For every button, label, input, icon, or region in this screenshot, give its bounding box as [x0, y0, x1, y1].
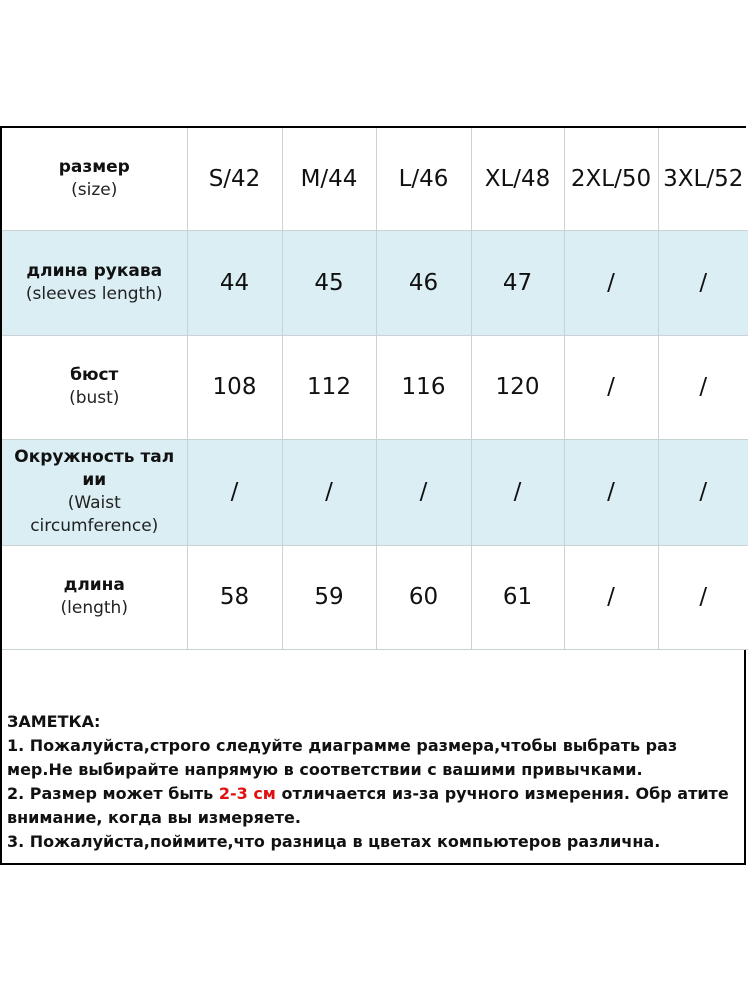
row-label-en: (Waist circumference) [30, 493, 159, 536]
row-label-en: (bust) [69, 388, 120, 408]
row-label-ru: бюст [70, 365, 119, 385]
size-chart-frame [0, 126, 746, 865]
row-label-ru: длина [63, 575, 125, 595]
header-label-en: (size) [71, 179, 118, 200]
table-row-waist [2, 439, 748, 545]
note-3: 3. Пожалуйста,поймите,что разница в цветах компьютеров различна. [7, 832, 661, 851]
table-cell: / [282, 439, 376, 545]
row-label-en: (sleeves length) [25, 283, 163, 304]
row-label-cell [2, 335, 187, 439]
header-label-ru: размер [58, 156, 130, 177]
table-row-length [2, 545, 748, 649]
size-table [2, 128, 748, 650]
table-cell: 59 [282, 545, 376, 649]
note-2-text-end: отличается из-за ручного измерения. Обр атите внимание, когда вы измеряете. [7, 784, 735, 827]
notes-title: ЗАМЕТКА: [7, 712, 101, 731]
table-cell: 47 [471, 230, 564, 335]
note-2 [7, 782, 743, 830]
size-header: 2XL/50 [564, 128, 658, 230]
size-header: XL/48 [471, 128, 564, 230]
table-cell: / [564, 439, 658, 545]
row-label-ru: длина рукава [26, 260, 163, 281]
size-header: L/46 [376, 128, 471, 230]
size-header: 3XL/52 [658, 128, 748, 230]
table-cell: 60 [376, 545, 471, 649]
table-cell: / [658, 335, 748, 439]
table-cell: / [564, 230, 658, 335]
table-row-bust [2, 335, 748, 439]
table-cell: 46 [376, 230, 471, 335]
table-cell: 44 [187, 230, 282, 335]
row-label-ru: Окружность тал ии [14, 447, 175, 490]
table-cell: / [376, 439, 471, 545]
table-cell: 112 [282, 335, 376, 439]
row-label-en: (length) [60, 598, 128, 618]
row-label-cell [2, 439, 187, 545]
table-cell: 45 [282, 230, 376, 335]
table-cell: / [564, 335, 658, 439]
note-2-text: 2. Размер может быть [7, 784, 219, 803]
row-label-cell [2, 230, 187, 335]
table-cell: 116 [376, 335, 471, 439]
table-cell: 58 [187, 545, 282, 649]
note-1: 1. Пожалуйста,строго следуйте диаграмме размера,чтобы выбрать раз мер.Не выбирайте напрямую в соответствии с вашими привычками. [7, 736, 683, 779]
table-cell: 120 [471, 335, 564, 439]
table-cell: / [471, 439, 564, 545]
row-label-cell [2, 545, 187, 649]
table-cell: 108 [187, 335, 282, 439]
table-cell: / [658, 545, 748, 649]
header-label-cell [2, 128, 187, 230]
table-cell: / [187, 439, 282, 545]
size-header: M/44 [282, 128, 376, 230]
table-cell: 61 [471, 545, 564, 649]
table-cell: / [658, 439, 748, 545]
size-header: S/42 [187, 128, 282, 230]
table-row-sleeves [2, 230, 748, 335]
header-row [2, 128, 748, 230]
note-2-highlight: 2-3 см [218, 784, 276, 803]
table-cell: / [564, 545, 658, 649]
table-cell: / [658, 230, 748, 335]
notes-section [7, 710, 743, 854]
